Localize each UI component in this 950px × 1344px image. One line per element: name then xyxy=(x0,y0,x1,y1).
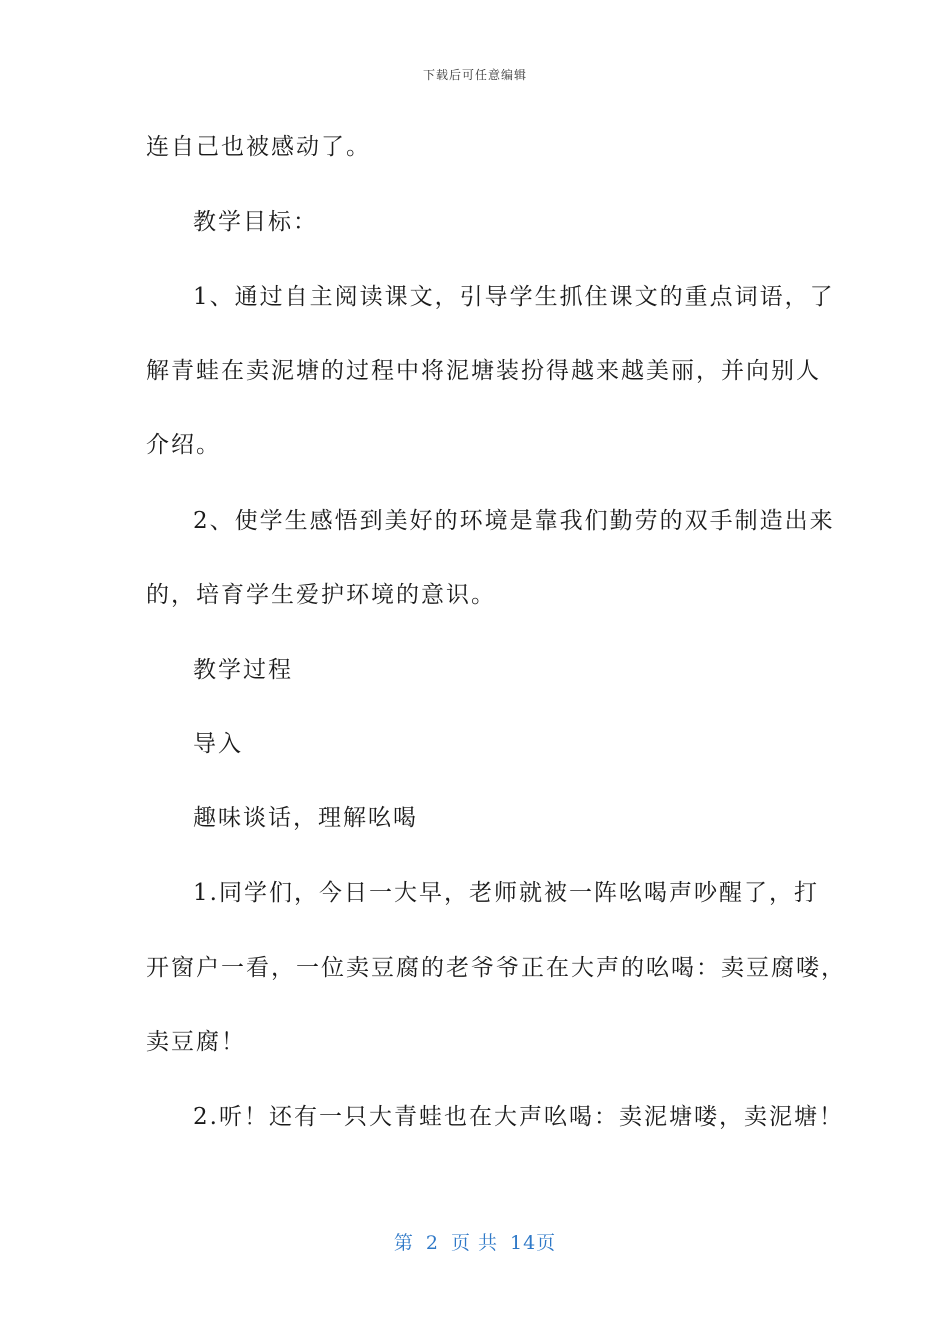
footer-middle: 页 共 xyxy=(450,1232,498,1254)
section-heading-activity: 趣味谈话，理解吆喝 xyxy=(193,805,418,831)
footer-prefix: 第 xyxy=(393,1232,414,1254)
section-heading-process: 教学过程 xyxy=(193,657,293,683)
paragraph-line: 介绍。 xyxy=(146,432,221,458)
page-number-footer xyxy=(0,1228,950,1255)
section-heading-intro: 导入 xyxy=(193,731,243,757)
paragraph-line: 2、使学生感悟到美好的环境是靠我们勤劳的双手制造出来 xyxy=(193,508,835,534)
paragraph-line: 1、通过自主阅读课文，引导学生抓住课文的重点词语，了 xyxy=(193,284,835,310)
paragraph-line: 解青蛙在卖泥塘的过程中将泥塘装扮得越来越美丽，并向别人 xyxy=(146,358,821,384)
footer-page-number: 2 xyxy=(425,1232,439,1254)
paragraph-line: 卖豆腐！ xyxy=(146,1029,246,1055)
paragraph-line: 开窗户一看，一位卖豆腐的老爷爷正在大声的吆喝：卖豆腐喽， xyxy=(146,955,846,981)
paragraph-line: 连自己也被感动了。 xyxy=(146,134,371,160)
paragraph-line: 1.同学们，今日一大早，老师就被一阵吆喝声吵醒了，打 xyxy=(193,880,819,906)
section-heading-goals: 教学目标： xyxy=(193,209,318,235)
header-note: 下载后可任意编辑 xyxy=(422,68,527,82)
footer-total-pages: 14页 xyxy=(509,1232,557,1254)
paragraph-line: 2.听！还有一只大青蛙也在大声吆喝：卖泥塘喽，卖泥塘！ xyxy=(193,1104,844,1130)
paragraph-line: 的，培育学生爱护环境的意识。 xyxy=(146,582,496,608)
